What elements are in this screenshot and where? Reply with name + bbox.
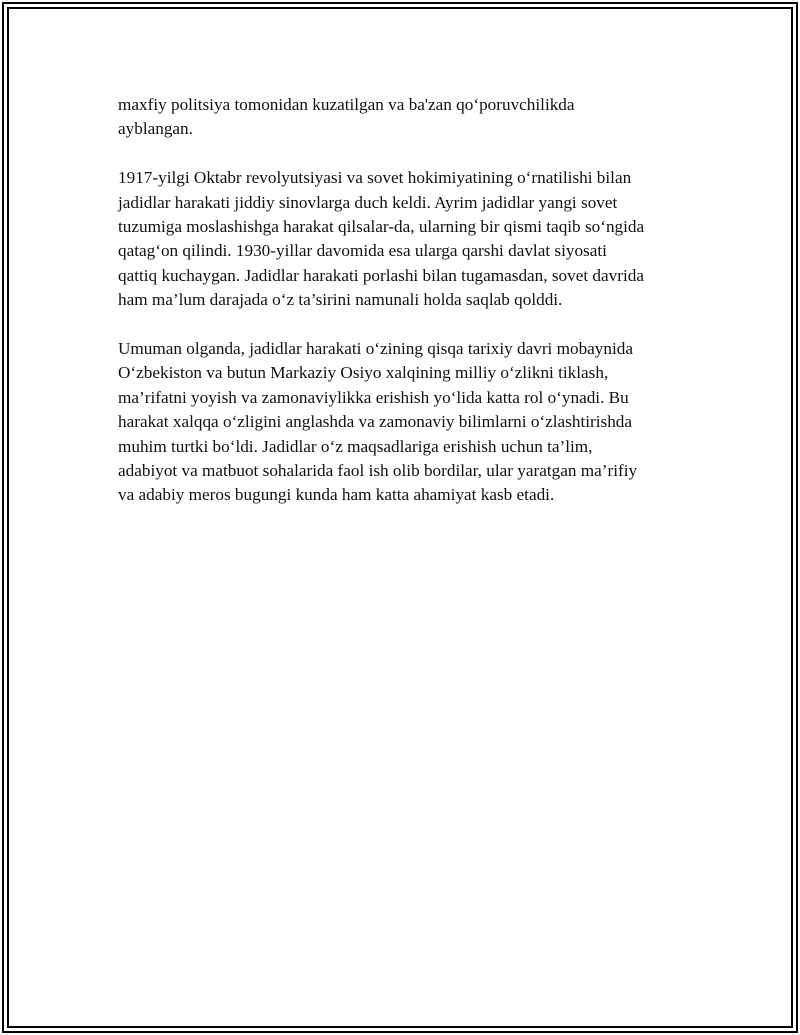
document-body bbox=[118, 93, 688, 532]
paragraph-3: Umuman olganda, jadidlar harakati o‘zining qisqa tarixiy davri mobaynida O‘zbekiston va butun Markaziy Osiyo xalqining milliy o‘zlikni tiklash, ma’rifatni yoyish va zamonaviylikka erishish yo‘lida katta rol o‘ynadi. Bu harakat xalqqa o‘zligini anglashda va zamonaviy bilimlarni o‘zlashtirishda muhim turtki bo‘ldi. Jadidlar o‘z maqsadlariga erishish uchun ta’lim, adabiyot va matbuot sohalarida faol ish olib bordilar, ular yaratgan ma’rifiy va adabiy meros bugungi kunda ham katta ahamiyat kasb etadi. bbox=[118, 339, 638, 505]
paragraph-2: 1917-yilgi Oktabr revolyutsiyasi va sovet hokimiyatining o‘rnatilishi bilan jadidlar harakati jiddiy sinovlarga duch keldi. Ayrim jadidlar yangi sovet tuzumiga moslashishga harakat qilsalar-da, ularning bir qismi taqib so‘ngida qatag‘on qilindi. 1930-yillar davomida esa ularga qarshi davlat siyosati qattiq kuchaygan. Jadidlar harakati porlashi bilan tugamasdan, sovet davrida ham ma’lum darajada o‘z ta’sirini namunali holda saqlab qolddi. bbox=[118, 168, 645, 310]
paragraph-1: maxfiy politsiya tomonidan kuzatilgan va ba'zan qo‘poruvchilikda ayblangan. bbox=[118, 95, 575, 139]
